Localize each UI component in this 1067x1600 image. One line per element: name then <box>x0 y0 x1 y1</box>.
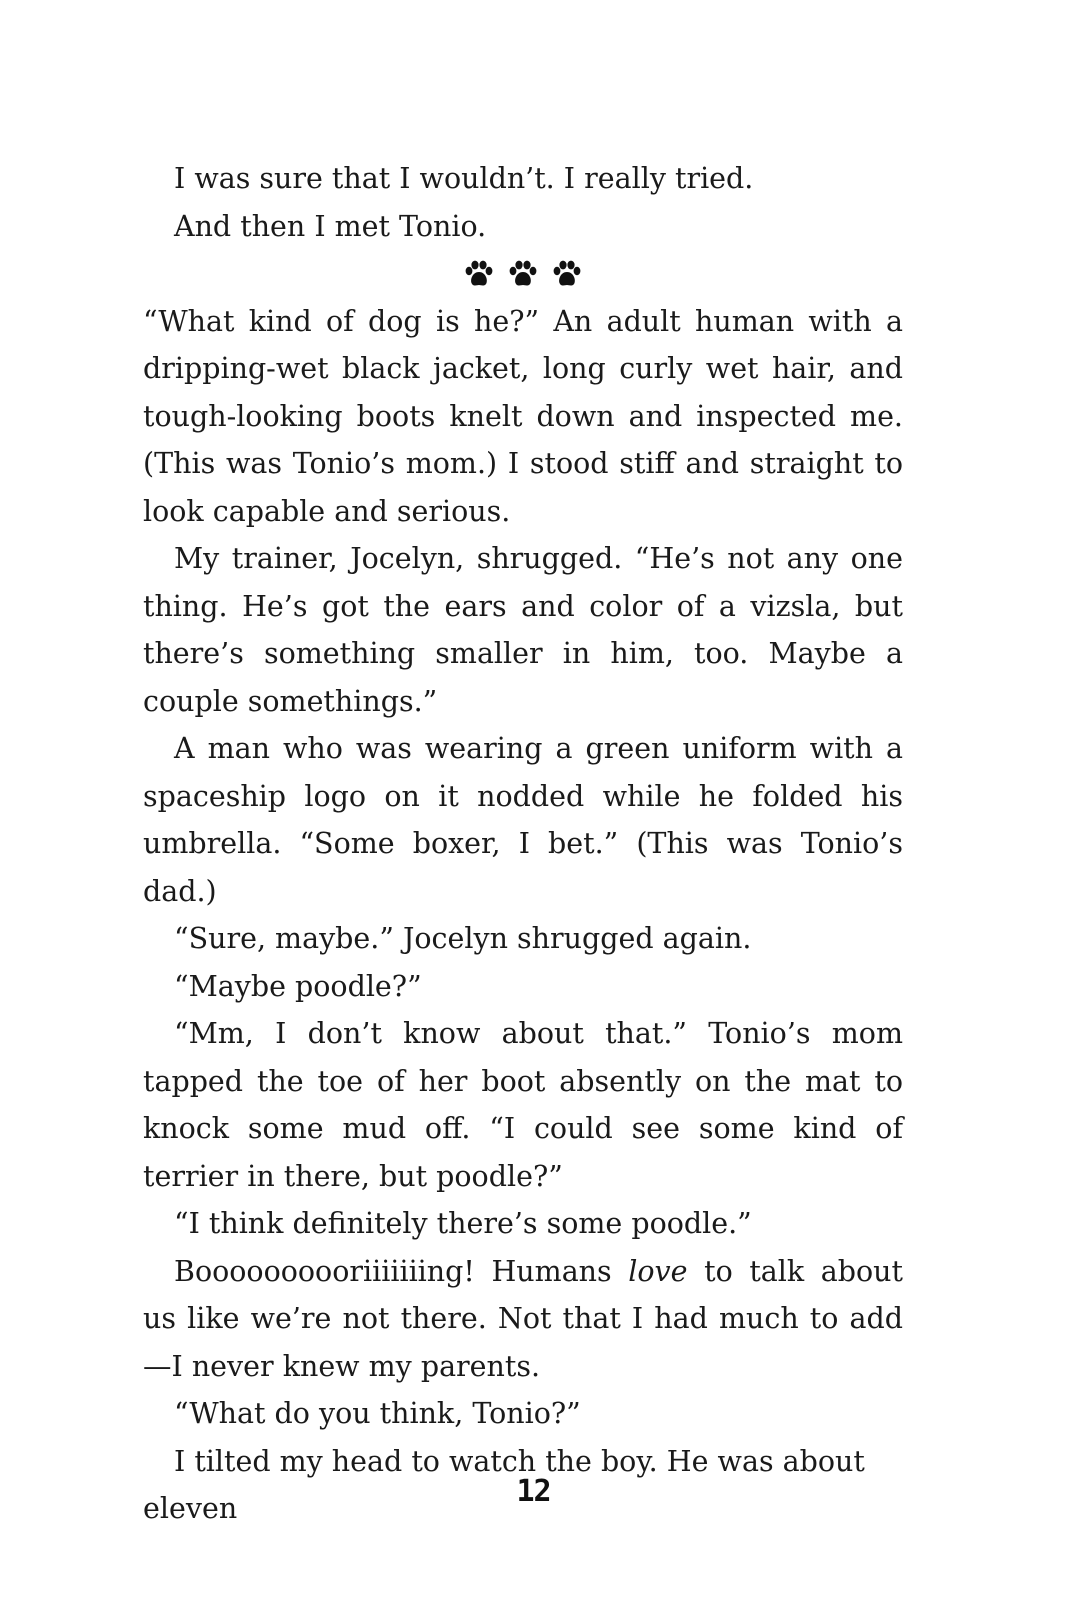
paragraph: I tilted my head to watch the boy. He was about eleven <box>143 1444 865 1525</box>
paragraph: “Sure, maybe.” Jocelyn shrugged again. <box>174 922 752 955</box>
paragraph <box>143 1248 903 1391</box>
paragraph: “What kind of dog is he?” An adult human with a dripping-wet black jacket, long curly wet hair, and tough-looking boots knelt down and inspected me. (This was Tonio’s mom.) I stood stiff and straight to look capable and serious. <box>143 304 903 528</box>
paragraph: My trainer, Jocelyn, shrugged. “He’s not any one thing. He’s got the ears and color of a vizsla, but there’s something smaller in him, too. Maybe a couple somethings.” <box>143 542 903 718</box>
section-break <box>143 250 903 298</box>
paragraph: “Mm, I don’t know about that.” Tonio’s mom tapped the toe of her boot absently on the mat to knock some mud off. “I could see some kind of terrier in there, but poodle?” <box>143 1017 903 1193</box>
paragraph: I was sure that I wouldn’t. I really tried. <box>174 162 754 195</box>
paw-print-icon <box>508 260 538 288</box>
page-number: 12 <box>516 1474 551 1509</box>
emphasized-text: love <box>628 1254 688 1288</box>
paragraph: A man who was wearing a green uniform with a spaceship logo on it nodded while he folded his umbrella. “Some boxer, I bet.” (This was Tonio’s dad.) <box>143 732 903 908</box>
paw-print-icon <box>464 260 494 288</box>
paragraph: “Maybe poodle?” <box>174 969 422 1003</box>
text-run: to talk about us like we’re not there. Not that I had much to add—I never knew my parents. <box>143 1254 903 1383</box>
paw-print-icon <box>552 260 582 288</box>
paragraph: “What do you think, Tonio?” <box>174 1397 581 1430</box>
book-page-body <box>143 155 903 1533</box>
paragraph: And then I met Tonio. <box>174 209 487 243</box>
paragraph: “I think definitely there’s some poodle.” <box>174 1207 752 1240</box>
text-run: Boooooooooriiiiiiing! Humans <box>174 1254 629 1288</box>
